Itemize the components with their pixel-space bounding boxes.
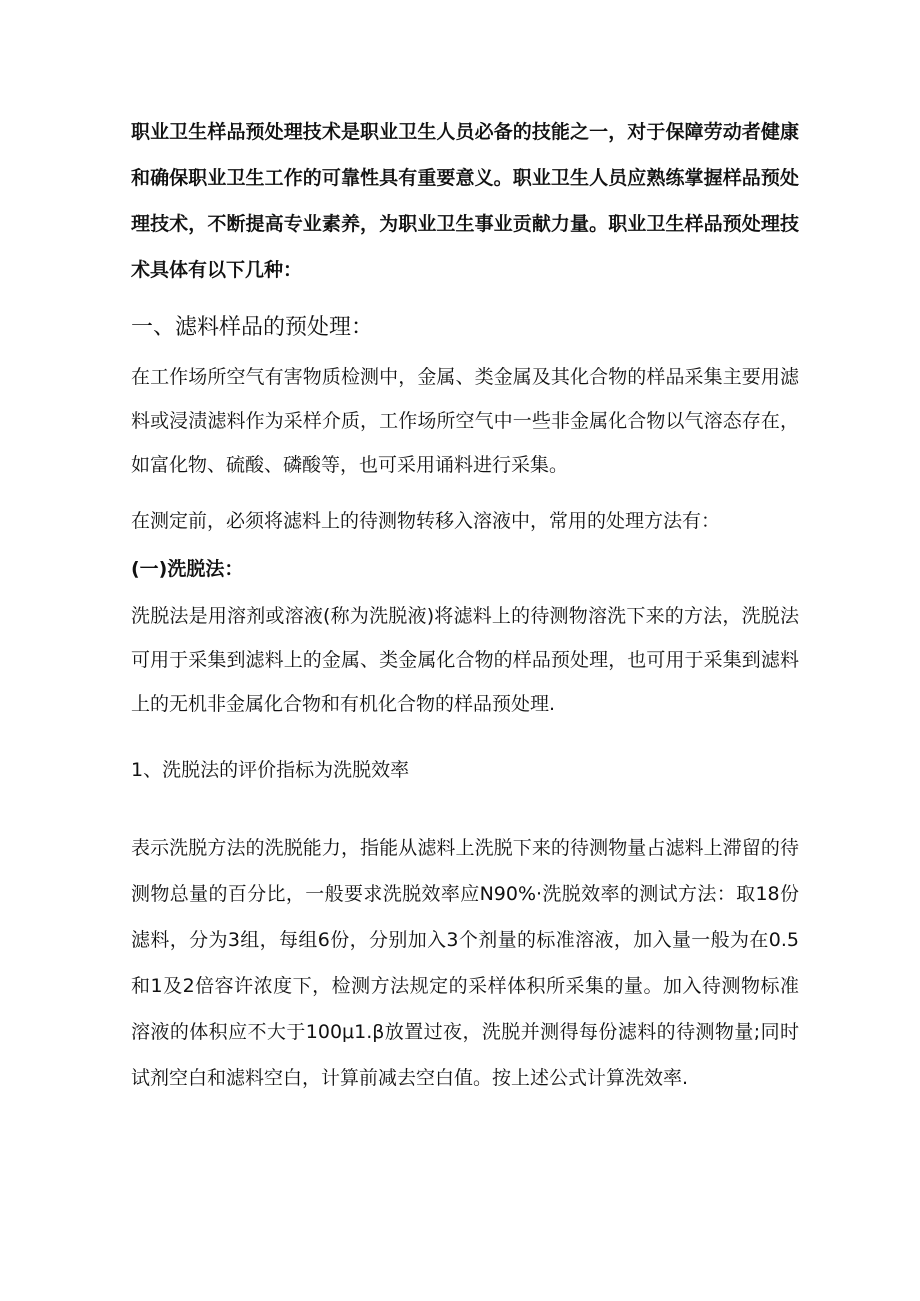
- paragraph-elution-efficiency: 表示洗脱方法的洗脱能力，指能从滤料上洗脱下来的待测物量占滤料上滞留的待测物总量的百分比，一般要求洗脱效率应N90%·洗脱效率的测试方法：取18份滤料，分为3组，每组6份，分别加入3个剂量的标准溶液，加入量一般为在0.5和1及2倍容许浓度下，检测方法规定的采样体积所采集的量。加入待测物标准溶液的体积应不大于100μ1.β放置过夜，洗脱并测得每份滤料的待测物量;同时试剂空白和滤料空白，计算前减去空白值。按上述公式计算洗效率.: [131, 837, 799, 1089]
- intro-paragraph: 职业卫生样品预处理技术是职业卫生人员必备的技能之一，对于保障劳动者健康和确保职业卫生工作的可靠性具有重要意义。职业卫生人员应熟练掌握样品预处理技术，不断提高专业素养，为职业卫生事业贡献力量。职业卫生样品预处理技术具体有以下几种：: [131, 121, 799, 281]
- paragraph-sampling-media: 在工作场所空气有害物质检测中，金属、类金属及其化合物的样品采集主要用滤料或浸渍滤料作为采样介质，工作场所空气中一些非金属化合物以气溶态存在，如富化物、硫酸、磷酸等，也可采用诵料进行采集。: [131, 366, 799, 476]
- paragraph-elution-method: 洗脱法是用溶剂或溶液(称为洗脱液)将滤料上的待测物溶洗下来的方法，洗脱法可用于采集到滤料上的金属、类金属化合物的样品预处理，也可用于采集到滤料上的无机非金属化合物和有机化合物的样品预处理.: [131, 605, 799, 715]
- section-heading-filter-samples: 一、滤料样品的预处理：: [131, 315, 374, 340]
- subsection-heading-elution: (一)洗脱法：: [131, 558, 244, 580]
- paragraph-before-measurement: 在测定前，必须将滤料上的待测物转移入溶液中，常用的处理方法有：: [131, 510, 721, 532]
- item-heading-elution-efficiency: 1、洗脱法的评价指标为洗脱效率: [131, 759, 410, 781]
